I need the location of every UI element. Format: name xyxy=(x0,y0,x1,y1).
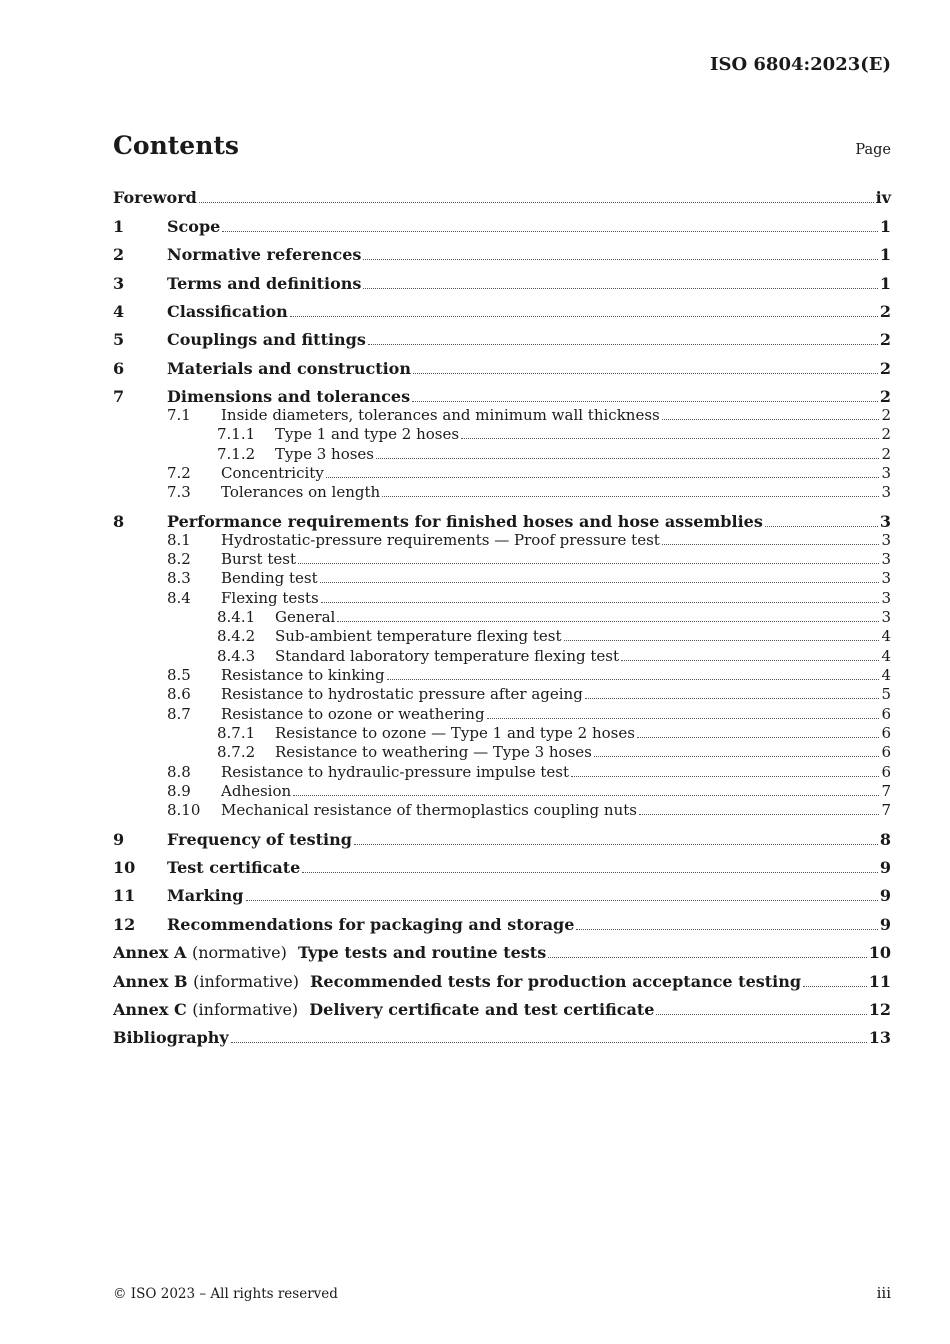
toc-entry[interactable] xyxy=(113,245,891,264)
toc-entry[interactable] xyxy=(113,531,891,549)
toc-entry[interactable] xyxy=(113,915,891,934)
leader-dots xyxy=(326,476,880,478)
toc-page-number: 13 xyxy=(868,1028,891,1047)
toc-page-number: 1 xyxy=(879,245,891,264)
toc-entry-title: Flexing tests xyxy=(221,589,319,607)
toc-entry-number: 7.1.1 xyxy=(217,425,256,443)
toc-entry-title: Recommendations for packaging and storage xyxy=(167,915,575,934)
leader-dots xyxy=(639,813,879,815)
toc-entry-title: General xyxy=(275,608,336,626)
toc-entry-title: Resistance to hydrostatic pressure after ageing xyxy=(221,685,583,703)
leader-dots xyxy=(368,343,878,345)
toc-page-number: 7 xyxy=(881,801,891,819)
toc-entry-number: 3 xyxy=(113,274,125,293)
toc-entry[interactable] xyxy=(113,1028,891,1047)
toc-entry-number: 11 xyxy=(113,886,136,905)
toc-entry-number: 8.4.1 xyxy=(217,608,256,626)
toc-entry-title: Tolerances on length xyxy=(221,483,381,501)
toc-entry-number: 9 xyxy=(113,830,125,849)
annex-label: Annex A xyxy=(113,943,187,962)
toc-page-number: 2 xyxy=(881,406,891,424)
leader-dots xyxy=(320,581,880,583)
toc-entry-number: 8.4 xyxy=(167,589,191,607)
leader-dots xyxy=(461,437,879,439)
leader-dots xyxy=(412,400,878,402)
toc-page-number: 6 xyxy=(881,763,891,781)
toc-page-number: 3 xyxy=(881,483,891,501)
toc-entry-number: 8.9 xyxy=(167,782,191,800)
leader-dots xyxy=(621,659,879,661)
annex-label: Annex C xyxy=(113,1000,187,1019)
copyright-notice: © ISO 2023 – All rights reserved xyxy=(113,1286,338,1302)
toc-entry-title: Adhesion xyxy=(221,782,292,800)
toc-entry[interactable] xyxy=(113,445,891,463)
toc-entry-number: 2 xyxy=(113,245,125,264)
annex-title: Type tests and routine tests xyxy=(297,943,547,962)
leader-dots xyxy=(576,928,877,930)
toc-entry[interactable] xyxy=(113,550,891,568)
toc-entry-title: Foreword xyxy=(113,188,197,207)
toc-entry-title: Normative references xyxy=(167,245,362,264)
toc-page-number: 6 xyxy=(881,743,891,761)
toc-entry[interactable] xyxy=(113,801,891,819)
toc-page-number: 9 xyxy=(879,886,891,905)
page-title: Contents xyxy=(113,131,240,160)
toc-entry-number: 7.2 xyxy=(167,464,191,482)
leader-dots xyxy=(413,372,878,374)
toc-page-number: 6 xyxy=(881,724,891,742)
page-number: iii xyxy=(876,1284,891,1302)
toc-entry-title: Sub-ambient temperature flexing test xyxy=(275,627,562,645)
toc-entry-title: Bending test xyxy=(221,569,318,587)
toc-entry-title: Standard laboratory temperature flexing test xyxy=(275,647,619,665)
leader-dots xyxy=(363,287,877,289)
toc-entry[interactable] xyxy=(113,406,891,424)
document-id: ISO 6804:2023(E) xyxy=(710,54,891,75)
toc-page-number: 3 xyxy=(881,608,891,626)
toc-entry[interactable] xyxy=(113,627,891,645)
toc-entry[interactable] xyxy=(113,724,891,742)
leader-dots xyxy=(302,871,878,873)
toc-entry-title: Scope xyxy=(167,217,221,236)
toc-entry-title: Type 3 hoses xyxy=(275,445,375,463)
toc-entry-title: Resistance to ozone or weathering xyxy=(221,705,485,723)
toc-entry-number: 5 xyxy=(113,330,125,349)
toc-entry-number: 10 xyxy=(113,858,136,877)
toc-entry-number: 8.7 xyxy=(167,705,191,723)
toc-entry-title: Inside diameters, tolerances and minimum wall thickness xyxy=(221,406,660,424)
leader-dots xyxy=(487,717,880,719)
leader-dots xyxy=(246,899,878,901)
toc-entry-title: Resistance to hydraulic-pressure impulse test xyxy=(221,763,570,781)
toc-entry-number: 1 xyxy=(113,217,125,236)
toc-entry-title: Resistance to ozone — Type 1 and type 2 hoses xyxy=(275,724,635,742)
toc-entry[interactable] xyxy=(113,830,891,849)
leader-dots xyxy=(231,1041,867,1043)
leader-dots xyxy=(199,201,874,203)
toc-entry-title: Test certificate xyxy=(167,858,301,877)
annex-title: Recommended tests for production acceptance testing xyxy=(310,972,802,991)
toc-entry[interactable] xyxy=(113,464,891,482)
toc-page-number: 4 xyxy=(881,627,891,645)
toc-entry[interactable] xyxy=(113,274,891,293)
toc-entry[interactable] xyxy=(113,763,891,781)
toc-page-number: 5 xyxy=(881,685,891,703)
toc-entry[interactable] xyxy=(113,858,891,877)
toc-entry-number: 7.3 xyxy=(167,483,191,501)
toc-entry-title: Dimensions and tolerances xyxy=(167,387,411,406)
toc-entry-number: 8.5 xyxy=(167,666,191,684)
toc-entry-title: Mechanical resistance of thermoplastics coupling nuts xyxy=(221,801,637,819)
toc-page-number: 6 xyxy=(881,705,891,723)
toc-entry[interactable] xyxy=(113,782,891,800)
toc-annex-entry[interactable] xyxy=(113,972,891,991)
toc-page-number: 4 xyxy=(881,666,891,684)
toc-entry[interactable] xyxy=(113,647,891,665)
toc-entry-number: 4 xyxy=(113,302,125,321)
leader-dots xyxy=(387,678,880,680)
toc-page-number: 2 xyxy=(879,359,891,378)
leader-dots xyxy=(656,1013,866,1015)
leader-dots xyxy=(290,315,878,317)
toc-entry[interactable] xyxy=(113,608,891,626)
leader-dots xyxy=(354,843,878,845)
toc-entry-number: 7.1 xyxy=(167,406,191,424)
toc-entry-number: 7.1.2 xyxy=(217,445,256,463)
toc-page-number: 2 xyxy=(881,425,891,443)
toc-entry[interactable] xyxy=(113,512,891,531)
toc-entry-number: 8 xyxy=(113,512,125,531)
toc-entry-title: Concentricity xyxy=(221,464,324,482)
toc-entry-title: Performance requirements for finished hoses and hose assemblies xyxy=(167,512,763,531)
toc-entry-number: 8.4.2 xyxy=(217,627,256,645)
toc-entry-title: Hydrostatic-pressure requirements — Proof pressure test xyxy=(221,531,660,549)
leader-dots xyxy=(363,258,877,260)
leader-dots xyxy=(571,775,879,777)
toc-annex-entry[interactable] xyxy=(113,943,891,962)
leader-dots xyxy=(662,543,880,545)
toc-page-number: 3 xyxy=(881,464,891,482)
toc-annex-heading xyxy=(113,1000,654,1019)
toc-entry[interactable] xyxy=(113,483,891,501)
toc-entry-number: 8.2 xyxy=(167,550,191,568)
toc-page-number: 3 xyxy=(881,569,891,587)
toc-page-number: 3 xyxy=(881,550,891,568)
leader-dots xyxy=(803,985,867,987)
toc-annex-heading xyxy=(113,943,546,962)
toc-entry-number: 8.1 xyxy=(167,531,191,549)
toc-annex-heading xyxy=(113,972,801,991)
toc-entry[interactable] xyxy=(113,359,891,378)
toc-entry-number: 7 xyxy=(113,387,125,406)
toc-entry[interactable] xyxy=(113,743,891,761)
toc-entry-title: Couplings and fittings xyxy=(167,330,366,349)
annex-type: (informative) xyxy=(192,1000,299,1019)
toc-page-number: 3 xyxy=(881,531,891,549)
toc-entry-number: 8.6 xyxy=(167,685,191,703)
toc-page-number: 1 xyxy=(879,217,891,236)
leader-dots xyxy=(321,601,880,603)
toc-entry-title: Bibliography xyxy=(113,1028,229,1047)
toc-page-number: 9 xyxy=(879,858,891,877)
annex-type: (normative) xyxy=(191,943,287,962)
toc-page-number: 10 xyxy=(868,943,891,962)
toc-entry-title: Type 1 and type 2 hoses xyxy=(275,425,460,443)
toc-entry-title: Terms and definitions xyxy=(167,274,362,293)
toc-entry-number: 8.7.2 xyxy=(217,743,256,761)
toc-page-number: 7 xyxy=(881,782,891,800)
toc-page-number: 3 xyxy=(879,512,891,531)
toc-entry-title: Materials and construction xyxy=(167,359,411,378)
toc-page-number: 3 xyxy=(881,589,891,607)
leader-dots xyxy=(222,230,878,232)
toc-annex-entry[interactable] xyxy=(113,1000,891,1019)
toc-page-number: 2 xyxy=(879,302,891,321)
leader-dots xyxy=(337,620,879,622)
toc-entry-number: 8.7.1 xyxy=(217,724,256,742)
toc-entry-title: Resistance to kinking xyxy=(221,666,385,684)
toc-page-number: 2 xyxy=(881,445,891,463)
toc-entry[interactable] xyxy=(113,387,891,406)
annex-label: Annex B xyxy=(113,972,188,991)
toc-entry[interactable] xyxy=(113,886,891,905)
toc-entry[interactable] xyxy=(113,589,891,607)
toc-entry-title: Frequency of testing xyxy=(167,830,352,849)
page-column-label: Page xyxy=(855,142,891,158)
toc-entry[interactable] xyxy=(113,569,891,587)
toc-entry[interactable] xyxy=(113,217,891,236)
toc-entry[interactable] xyxy=(113,705,891,723)
toc-page-number: 12 xyxy=(868,1000,891,1019)
leader-dots xyxy=(293,794,879,796)
toc-entry-number: 8.10 xyxy=(167,801,201,819)
annex-type: (informative) xyxy=(193,972,299,991)
leader-dots xyxy=(382,495,879,497)
toc-entry-title: Classification xyxy=(167,302,288,321)
toc-entry-number: 6 xyxy=(113,359,125,378)
toc-entry-number: 12 xyxy=(113,915,136,934)
toc-entry[interactable] xyxy=(113,330,891,349)
toc-entry[interactable] xyxy=(113,188,891,207)
toc-page-number: 1 xyxy=(879,274,891,293)
toc-entry[interactable] xyxy=(113,685,891,703)
leader-dots xyxy=(548,956,867,958)
leader-dots xyxy=(564,639,880,641)
toc-page-number: 11 xyxy=(868,972,891,991)
leader-dots xyxy=(662,418,880,420)
toc-page-number: 4 xyxy=(881,647,891,665)
leader-dots xyxy=(298,562,879,564)
toc-page-number: 2 xyxy=(879,330,891,349)
leader-dots xyxy=(594,755,880,757)
toc-page-number: 8 xyxy=(879,830,891,849)
toc-entry-number: 8.3 xyxy=(167,569,191,587)
leader-dots xyxy=(765,525,878,527)
toc-page-number: 2 xyxy=(879,387,891,406)
toc-entry-number: 8.4.3 xyxy=(217,647,256,665)
toc-entry-title: Burst test xyxy=(221,550,296,568)
annex-title: Delivery certificate and test certificate xyxy=(309,1000,655,1019)
leader-dots xyxy=(376,457,879,459)
toc-entry-title: Resistance to weathering — Type 3 hoses xyxy=(275,743,592,761)
toc-entry-number: 8.8 xyxy=(167,763,191,781)
toc-entry[interactable] xyxy=(113,302,891,321)
toc-page-number: 9 xyxy=(879,915,891,934)
toc-entry-title: Marking xyxy=(167,886,244,905)
toc-page-number: iv xyxy=(875,188,891,207)
toc-entry[interactable] xyxy=(113,666,891,684)
leader-dots xyxy=(585,697,880,699)
toc-entry[interactable] xyxy=(113,425,891,443)
leader-dots xyxy=(637,736,880,738)
